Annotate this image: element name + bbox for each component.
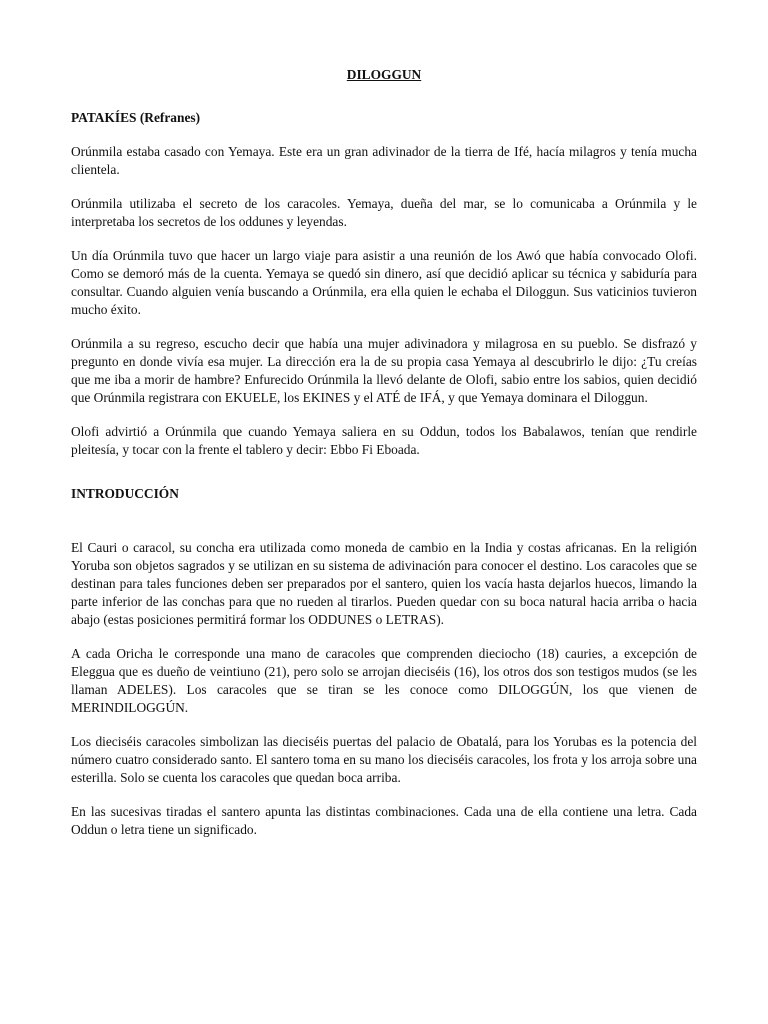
- paragraph-patakies-1: Orúnmila estaba casado con Yemaya. Este era un gran adivinador de la tierra de Ifé, hacía milagros y tenía mucha clientela.: [71, 144, 697, 177]
- paragraph-introduccion-2: A cada Oricha le corresponde una mano de caracoles que comprenden dieciocho (18) cauries, a excepción de Eleggua que es dueño de veintiuno (21), pero solo se arrojan dieciséis (16), los otros dos son testigos mudos (se les llaman ADELES). Los caracoles que se tiran se les conoce como DILOGGÚN, los que vienen de MERINDILOGGÚN.: [71, 646, 697, 715]
- section-heading-introduccion: INTRODUCCIÓN: [71, 486, 179, 501]
- document-page: [71, 66, 697, 839]
- paragraph-patakies-2: Orúnmila utilizaba el secreto de los caracoles. Yemaya, dueña del mar, se lo comunicaba a Orúnmila y le interpretaba los secretos de los oddunes y leyendas.: [71, 196, 697, 229]
- document-title: DILOGGUN: [346, 67, 422, 82]
- paragraph-introduccion-3: Los dieciséis caracoles simbolizan las dieciséis puertas del palacio de Obatalá, para los Yorubas es la potencia del número cuatro considerado santo. El santero toma en su mano los dieciséis caracoles, los frota y los arroja sobre una esterilla. Solo se cuenta los caracoles que quedan boca arriba.: [71, 734, 697, 785]
- paragraph-patakies-5: Olofi advirtió a Orúnmila que cuando Yemaya saliera en su Oddun, todos los Babalawos, tenían que rendirle pleitesía, y tocar con la frente el tablero y decir: Ebbo Fi Eboada.: [71, 424, 697, 457]
- paragraph-patakies-4: Orúnmila a su regreso, escucho decir que había una mujer adivinadora y milagrosa en su pueblo. Se disfrazó y pregunto en donde vivía esa mujer. La dirección era la de su propia casa Yemaya al descubrirlo le dijo: ¿Tu creías que me iba a morir de hambre? Enfurecido Orúnmila la llevó delante de Olofi, sabio entre los sabios, quien decidió que Orúnmila registrara con EKUELE, los EKINES y el ATÉ de IFÁ, y que Yemaya dominara el Diloggun.: [71, 336, 697, 405]
- paragraph-introduccion-4: En las sucesivas tiradas el santero apunta las distintas combinaciones. Cada una de ella contiene una letra. Cada Oddun o letra tiene un significado.: [71, 804, 697, 837]
- paragraph-introduccion-1: El Cauri o caracol, su concha era utilizada como moneda de cambio en la India y costas africanas. En la religión Yoruba son objetos sagrados y se utilizan en su sistema de adivinación para conocer el destino. Los caracoles que se destinan para tales funciones deben ser preparados por el santero, quien los vacía hasta dejarlos huecos, limando la parte inferior de las conchas para que no rueden al tirarlos. Pueden quedar con su boca natural hacia arriba o hacia abajo (estas posiciones permitirá formar los ODDUNES o LETRAS).: [71, 540, 697, 627]
- paragraph-patakies-3: Un día Orúnmila tuvo que hacer un largo viaje para asistir a una reunión de los Awó que había convocado Olofi. Como se demoró más de la cuenta. Yemaya se quedó sin dinero, así que decidió aplicar su técnica y sabiduría para consultar. Cuando alguien venía buscando a Orúnmila, era ella quien le echaba el Diloggun. Sus vaticinios tuvieron mucho éxito.: [71, 248, 697, 317]
- section-heading-patakies: PATAKÍES (Refranes): [71, 110, 201, 125]
